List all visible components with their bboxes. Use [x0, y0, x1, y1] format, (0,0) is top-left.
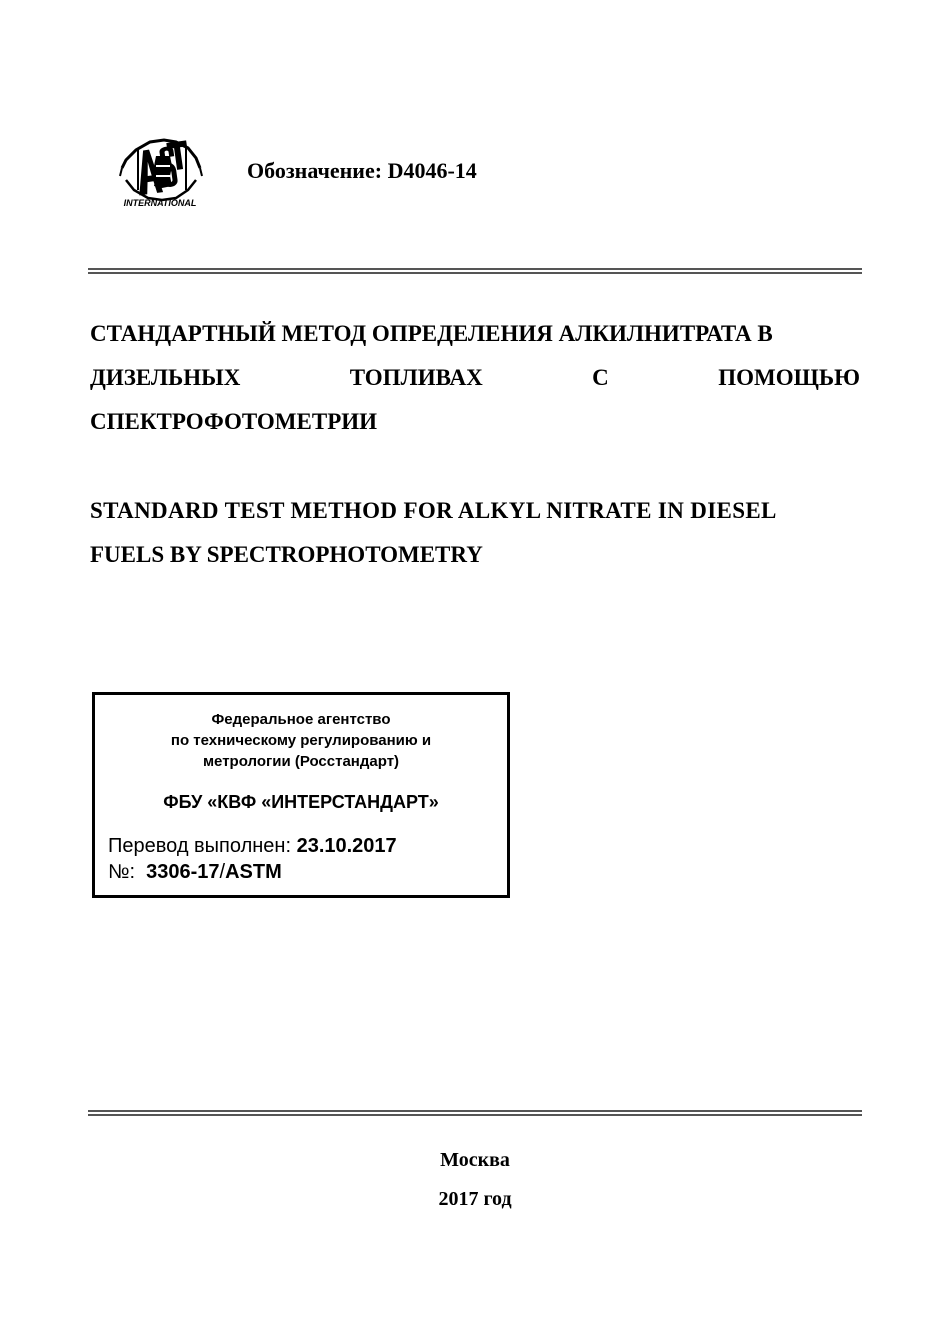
translation-number-slash: /	[219, 861, 226, 883]
bottom-divider	[88, 1110, 862, 1116]
title-english	[90, 489, 860, 577]
organization-name: ФБУ «КВФ «ИНТЕРСТАНДАРТ»	[163, 792, 439, 812]
astm-logo-graphic	[116, 132, 204, 210]
title-ru-word: С	[592, 365, 609, 390]
translation-date-row	[108, 835, 397, 858]
title-ru-word: ДИЗЕЛЬНЫХ	[90, 365, 241, 390]
top-divider	[88, 268, 862, 274]
translation-number-value: 3306-17	[146, 861, 220, 883]
publication-city: Москва	[440, 1149, 510, 1171]
translation-date-label: Перевод выполнен:	[108, 835, 292, 857]
document-designation: Обозначение: D4046-14	[247, 158, 477, 183]
agency-line: метрологии (Росстандарт)	[202, 753, 400, 770]
title-en-line-1	[90, 489, 860, 533]
publication-year: 2017 год	[438, 1188, 512, 1210]
translation-number-row	[108, 861, 282, 884]
title-en-line-1-text: STANDARD TEST METHOD FOR ALKYL NITRATE IN DIESEL	[90, 498, 777, 523]
agency-line: Федеральное агентство	[211, 711, 391, 728]
translation-stamp	[92, 692, 510, 898]
logo-subtext: INTERNATIONAL	[123, 198, 197, 208]
title-ru-word: ПОМОЩЬЮ	[718, 365, 860, 390]
title-ru-word: ТОПЛИВАХ	[349, 365, 483, 390]
title-russian	[90, 312, 860, 444]
title-ru-line-2	[90, 356, 860, 400]
translation-number-label: №:	[108, 861, 136, 883]
translation-date-value: 23.10.2017	[296, 835, 397, 857]
title-en-line-2: FUELS BY SPECTROPHOTOMETRY	[90, 542, 483, 567]
title-ru-line-1: СТАНДАРТНЫЙ МЕТОД ОПРЕДЕЛЕНИЯ АЛКИЛНИТРАТА В	[90, 321, 773, 346]
translation-number-suffix: ASTM	[225, 861, 282, 883]
agency-line: по техническому регулированию и	[170, 732, 432, 749]
title-ru-line-3: СПЕКТРОФОТОМЕТРИИ	[90, 409, 378, 434]
astm-logo	[116, 132, 204, 210]
agency-name	[95, 709, 507, 772]
